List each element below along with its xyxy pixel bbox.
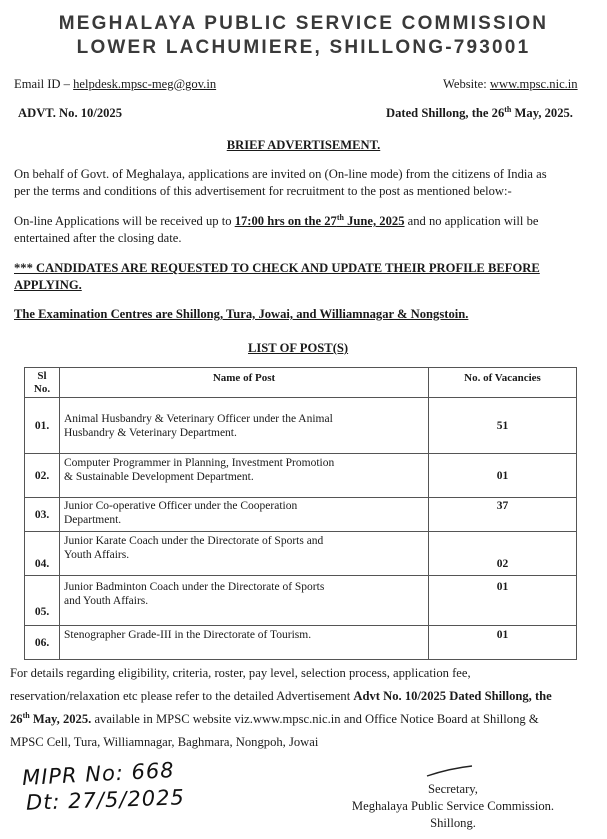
table-row [25,576,577,626]
signatory-place: Shillong. [430,816,476,830]
table-header-row [25,368,577,398]
posts-table [24,367,577,660]
row-post-name: Junior Co-operative Officer under the Cooperation Department. [60,498,429,532]
profile-notice: *** CANDIDATES ARE REQUESTED TO CHECK AND UPDATE THEIR PROFILE BEFORE APPLYING. [14,261,540,292]
row-vacancies: 51 [429,398,577,454]
handwritten-date: Dt: 27/5/2025 [25,785,186,815]
row-vacancies: 02 [429,532,577,576]
table-row [25,532,577,576]
col-sl-header: Sl No. [25,368,60,398]
email-label: Email ID – [14,77,70,91]
page-title: BRIEF ADVERTISEMENT. [226,138,381,152]
signature-mark [425,764,475,780]
row-sl: 05. [25,576,60,626]
email-link[interactable]: helpdesk.mpsc-meg@gov.in [73,77,217,91]
intro-paragraph: On behalf of Govt. of Meghalaya, applications are invited on (On-line mode) from the citizens of India as per the terms and conditions of this advertisement for recruitment to the post as mentioned below:- [14,167,547,198]
row-sl: 02. [25,454,60,498]
list-title: LIST OF POST(S) [248,341,349,355]
advt-number: ADVT. No. 10/2025 [18,106,123,120]
col-vacancies-header: No. of Vacancies [429,368,577,398]
row-sl: 03. [25,498,60,532]
advt-date: Dated Shillong, the 26th May, 2025. [386,105,573,120]
row-vacancies: 01 [429,576,577,626]
signature-block [333,781,573,832]
row-post-name: Junior Badminton Coach under the Directorate of Sports and Youth Affairs. [60,576,429,626]
row-post-name: Junior Karate Coach under the Directorate of Sports and Youth Affairs. [60,532,429,576]
org-address: LOWER LACHUMIERE, SHILLONG-793001 [76,37,531,58]
row-vacancies: 37 [429,498,577,532]
signatory-org: Meghalaya Public Service Commission. [351,799,555,813]
row-vacancies: 01 [429,454,577,498]
signatory-title: Secretary, [428,782,478,796]
row-sl: 04. [25,532,60,576]
details-paragraph: For details regarding eligibility, criteria, roster, pay level, selection process, application fee, reservation/relaxation etc please refer to the detailed Advertisement Advt No. 10/2025 Dated Shillong, the 26th May, 2025. available in MPSC website viz.www.mpsc.nic.in and Office Notice Board at Shillong & MPSC Cell, Tura, Williamnagar, Baghmara, Nongpoh, Jowai [10,666,552,749]
row-sl: 06. [25,626,60,660]
table-row [25,398,577,454]
row-post-name: Computer Programmer in Planning, Investment Promotion & Sustainable Development Department. [60,454,429,498]
website-link[interactable]: www.mpsc.nic.in [489,77,578,91]
handwritten-mipr-number: MIPR No: 668 [21,758,176,790]
table-row [25,454,577,498]
email-line [14,76,216,93]
row-vacancies: 01 [429,626,577,660]
row-post-name: Animal Husbandry & Veterinary Officer under the Animal Husbandry & Veterinary Department. [60,398,429,454]
row-sl: 01. [25,398,60,454]
row-post-name: Stenographer Grade-III in the Directorate of Tourism. [60,626,429,660]
org-name: MEGHALAYA PUBLIC SERVICE COMMISSION [58,13,549,34]
website-label: Website: [443,77,487,91]
table-row [25,498,577,532]
table-row [25,626,577,660]
website-line [443,76,578,93]
col-name-header: Name of Post [60,368,429,398]
exam-centres: The Examination Centres are Shillong, Tura, Jowai, and Williamnagar & Nongstoin. [14,307,469,321]
closing-date-paragraph: On-line Applications will be received up to 17:00 hrs on the 27th June, 2025 and no application will be entertained after the closing date. [14,213,539,245]
